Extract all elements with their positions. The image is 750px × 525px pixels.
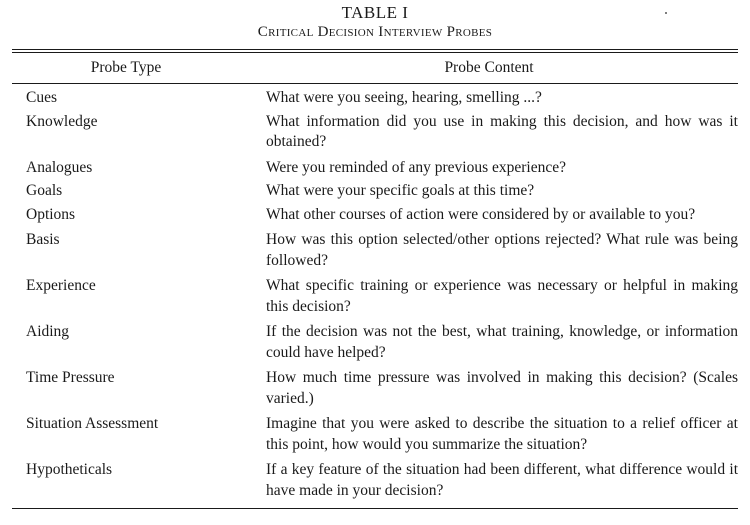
probe-type-cell: Analogues bbox=[26, 158, 93, 176]
table-row bbox=[12, 88, 738, 109]
probe-type-cell: Knowledge bbox=[26, 112, 98, 130]
table-row bbox=[12, 460, 738, 501]
probe-type-cell: Cues bbox=[26, 89, 57, 106]
table-row bbox=[12, 181, 738, 202]
probe-type-cell: Goals bbox=[26, 182, 63, 199]
header-probe-content: Probe Content bbox=[444, 59, 534, 76]
probe-content-cell: If a key feature of the situation had been different, what difference would it have made in your decision? bbox=[266, 461, 738, 499]
probe-type-cell: Basis bbox=[26, 231, 60, 248]
probe-type-cell: Situation Assessment bbox=[26, 415, 159, 432]
table-figure bbox=[12, 0, 738, 509]
probe-content-cell: What were you seeing, hearing, smelling ...? bbox=[266, 89, 542, 106]
probe-type-cell: Time Pressure bbox=[26, 369, 115, 386]
table-row bbox=[12, 158, 738, 179]
probe-content-cell: How much time pressure was involved in making this decision? (Scales varied.) bbox=[266, 369, 738, 407]
bottom-rule bbox=[12, 508, 738, 509]
table-row bbox=[12, 112, 738, 153]
probe-content-cell: If the decision was not the best, what training, knowledge, or information could have helped? bbox=[266, 323, 738, 361]
probe-content-cell: How was this option selected/other options rejected? What rule was being followed? bbox=[266, 231, 738, 269]
table-title: Critical Decision Interview Probes bbox=[257, 24, 493, 40]
table-row bbox=[12, 230, 738, 271]
table-row bbox=[12, 414, 738, 455]
header-probe-type: Probe Type bbox=[90, 59, 162, 76]
probe-content-cell: What information did you use in making this decision, and how was it obtained? bbox=[266, 112, 738, 150]
probe-content-cell: What other courses of action were considered by or available to you? bbox=[266, 205, 696, 223]
table-row bbox=[12, 368, 738, 409]
table-body bbox=[12, 84, 738, 501]
table-row bbox=[12, 276, 738, 317]
table-row bbox=[12, 322, 738, 363]
probe-content-cell: What were your specific goals at this time? bbox=[266, 182, 535, 199]
probe-type-cell: Aiding bbox=[26, 323, 70, 340]
probe-type-cell: Hypotheticals bbox=[26, 461, 113, 478]
probe-type-cell: Options bbox=[26, 205, 76, 223]
probe-content-cell: Were you reminded of any previous experience? bbox=[266, 158, 567, 176]
probe-content-cell: What specific training or experience was necessary or helpful in making this decision? bbox=[266, 277, 738, 315]
table-number: TABLE I bbox=[341, 3, 409, 22]
probe-type-cell: Experience bbox=[26, 277, 96, 294]
table-row bbox=[12, 205, 738, 226]
table-header-row bbox=[12, 53, 738, 83]
probe-content-cell: Imagine that you were asked to describe the situation to a relief officer at this point, how would you summarize the situation? bbox=[266, 415, 738, 453]
